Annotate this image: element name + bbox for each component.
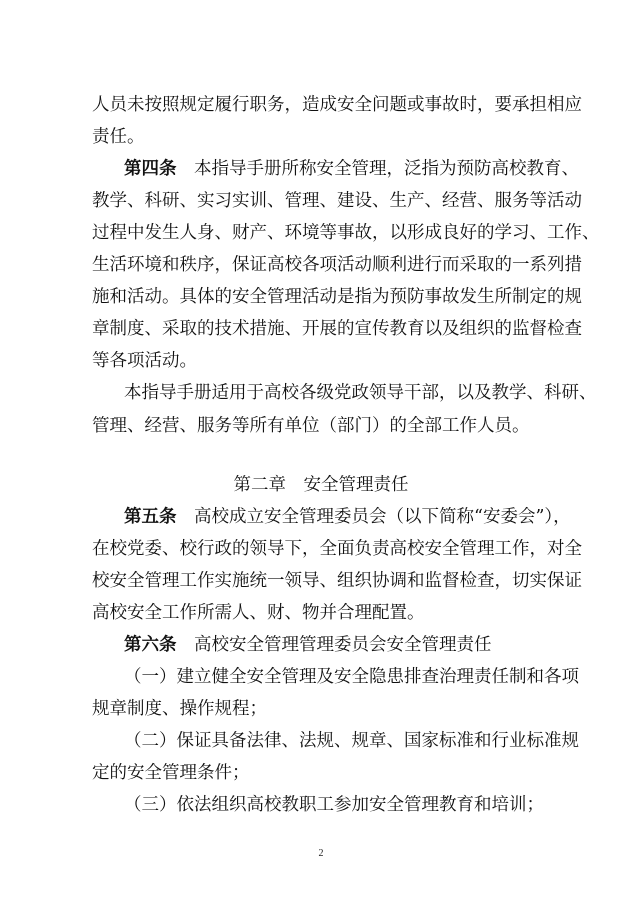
paragraph-line: 施和活动。具体的安全管理活动是指为预防事故发生所制定的规: [92, 287, 582, 307]
paragraph-line: 过程中发生人身、财产、环境等事故，以形成良好的学习、工作、: [92, 223, 600, 243]
article-4-first-line: [0, 157, 642, 181]
paragraph-text: 高校安全管理管理委员会安全管理责任: [194, 635, 492, 655]
page-number: 2: [318, 848, 324, 859]
paragraph-line: 本指导手册适用于高校各级党政领导干部，以及教学、科研、: [124, 383, 597, 403]
list-item: （二）保证具备法律、法规、规章、国家标准和行业标准规: [124, 731, 579, 751]
list-item: （一）建立健全安全管理及安全隐患排查治理责任制和各项: [124, 667, 579, 687]
paragraph-line: 教学、科研、实习实训、管理、建设、生产、经营、服务等活动: [92, 191, 582, 211]
article-6-label: 第六条: [124, 635, 177, 655]
paragraph-line: 等各项活动。: [92, 351, 197, 371]
paragraph-line: 管理、经营、服务等所有单位（部门）的全部工作人员。: [92, 416, 530, 436]
chapter-heading: 第二章 安全管理责任: [233, 475, 409, 495]
paragraph-line: 生活环境和秩序，保证高校各项活动顺利进行而采取的一系列措: [92, 255, 582, 275]
paragraph-line: 在校党委、校行政的领导下，全面负责高校安全管理工作，对全: [92, 539, 582, 559]
paragraph-line: 责任。: [92, 127, 145, 147]
list-item: （三）依法组织高校教职工参加安全管理教育和培训；: [124, 795, 544, 815]
paragraph-text: 本指导手册所称安全管理，泛指为预防高校教育、: [194, 159, 579, 179]
paragraph-text: 高校成立安全管理委员会（以下简称“安委会”），: [194, 507, 571, 527]
article-5-label: 第五条: [124, 507, 177, 527]
paragraph-line: 规章制度、操作规程；: [92, 699, 267, 719]
paragraph-line: 章制度、采取的技术措施、开展的宣传教育以及组织的监督检查: [92, 319, 582, 339]
article-4-label: 第四条: [124, 159, 177, 179]
paragraph-line: 人员未按照规定履行职务，造成安全问题或事故时，要承担相应: [92, 95, 582, 115]
paragraph-line: 校安全管理工作实施统一领导、组织协调和监督检查，切实保证: [92, 571, 582, 591]
article-5-first-line: [0, 505, 642, 529]
paragraph-line: 定的安全管理条件；: [92, 763, 250, 783]
article-6-first-line: [0, 633, 642, 657]
paragraph-line: 高校安全工作所需人、财、物并合理配置。: [92, 603, 425, 623]
